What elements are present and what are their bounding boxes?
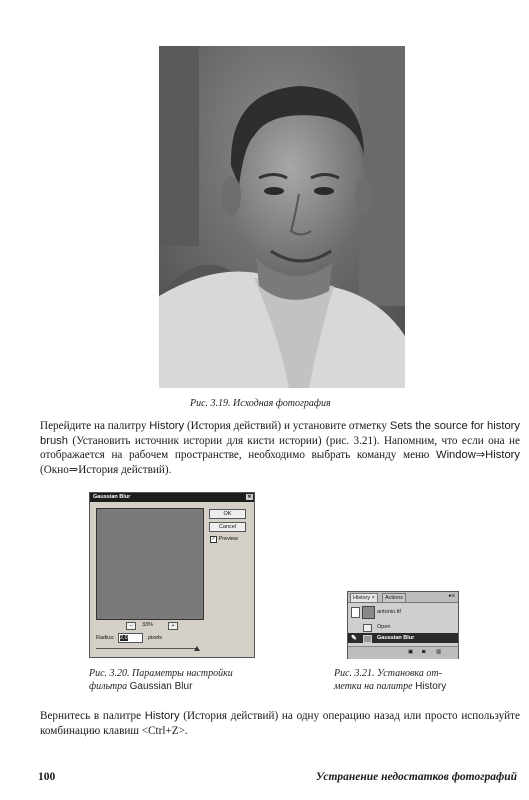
cancel-button[interactable]: Cancel (209, 522, 246, 532)
ok-button[interactable]: OK (209, 509, 246, 519)
dialog-title: Gaussian Blur (93, 494, 131, 500)
figure-321-caption (334, 667, 446, 693)
text: метки на палитре (334, 681, 416, 692)
history-row-open[interactable] (348, 622, 458, 632)
term: Gaussian Blur (129, 681, 193, 692)
unit-label: pixels (148, 635, 163, 641)
radius-value: 2,0 (120, 635, 128, 641)
radius-slider-handle[interactable] (194, 646, 200, 651)
zoom-out-button[interactable]: − (126, 622, 136, 630)
snapshot-thumbnail (362, 606, 375, 619)
portrait-photo (159, 46, 405, 388)
history-row-label: Open (377, 624, 391, 630)
term: History (144, 710, 180, 722)
close-icon[interactable]: ✕ (247, 494, 252, 500)
trash-icon[interactable]: ▥ (436, 649, 442, 655)
zoom-level: 33% (142, 622, 154, 628)
open-step-icon (363, 624, 372, 632)
palette-tabs (348, 592, 458, 603)
text: (Установить источник истории для кисти истории) (рис. 3.21). Напомним, что если она не отображается на рабочем пространстве, необходимо выбрать команду меню (40, 434, 520, 462)
text: фильтра (89, 681, 130, 692)
text: Перейдите на палитру (40, 420, 150, 432)
new-document-icon[interactable]: ▣ (408, 649, 414, 655)
running-footer-title: Устранение недостатков фотографий (315, 771, 517, 783)
tab-actions[interactable]: Actions (382, 593, 406, 602)
history-row-label: antonio.tif (377, 609, 401, 615)
zoom-in-button[interactable]: + (168, 622, 178, 630)
term: History (149, 420, 185, 432)
text: Вернитесь в палитре (40, 710, 145, 722)
new-snapshot-icon[interactable]: ◙ (422, 649, 426, 655)
caption-line: Рис. 3.21. Установка от- (334, 668, 442, 679)
text: (Окно⇒История действий). (40, 463, 172, 476)
paragraph-history-instruction (40, 419, 520, 477)
figure-320-caption (89, 667, 233, 693)
caption-line: Рис. 3.20. Параметры настройки (89, 668, 233, 679)
palette-footer (348, 646, 458, 659)
preview-checkbox[interactable] (210, 536, 238, 543)
checkbox-icon[interactable]: ✓ (211, 536, 216, 542)
history-row-gaussian-blur[interactable] (348, 633, 458, 643)
history-palette (347, 591, 459, 659)
portrait-illustration (159, 46, 405, 388)
text: (История действий) и установите отметку (184, 420, 390, 432)
tab-label: History (353, 595, 371, 601)
preview-label: Preview (218, 536, 239, 542)
radius-slider-track[interactable] (96, 648, 196, 649)
history-row-label: Gaussian Blur (377, 635, 415, 641)
term: Sets the source for history brush (40, 420, 520, 447)
preview-area[interactable] (96, 508, 204, 620)
term: History (415, 681, 447, 692)
gaussian-blur-dialog (89, 492, 255, 658)
radius-label: Radius: (96, 635, 115, 641)
caption-line (334, 680, 446, 693)
palette-menu-icon[interactable]: ▸≡ (449, 593, 455, 599)
dialog-titlebar (90, 493, 254, 502)
term: Window⇒History (436, 449, 520, 462)
history-brush-source-box[interactable] (351, 607, 360, 618)
tab-history[interactable]: History × (350, 593, 378, 602)
paragraph-undo-instruction (40, 709, 520, 738)
radius-input[interactable] (118, 633, 143, 643)
caption-line (89, 680, 233, 693)
page-number: 100 (38, 771, 56, 783)
text: (История действий) на одну операцию назад или просто используйте комбинацию клавиш <Ctrl+Z>. (40, 710, 521, 737)
filter-step-icon (363, 635, 372, 643)
history-row-snapshot[interactable] (348, 605, 458, 619)
history-brush-icon: ✎ (351, 635, 357, 642)
figure-319-caption: Рис. 3.19. Исходная фотография (190, 398, 331, 409)
